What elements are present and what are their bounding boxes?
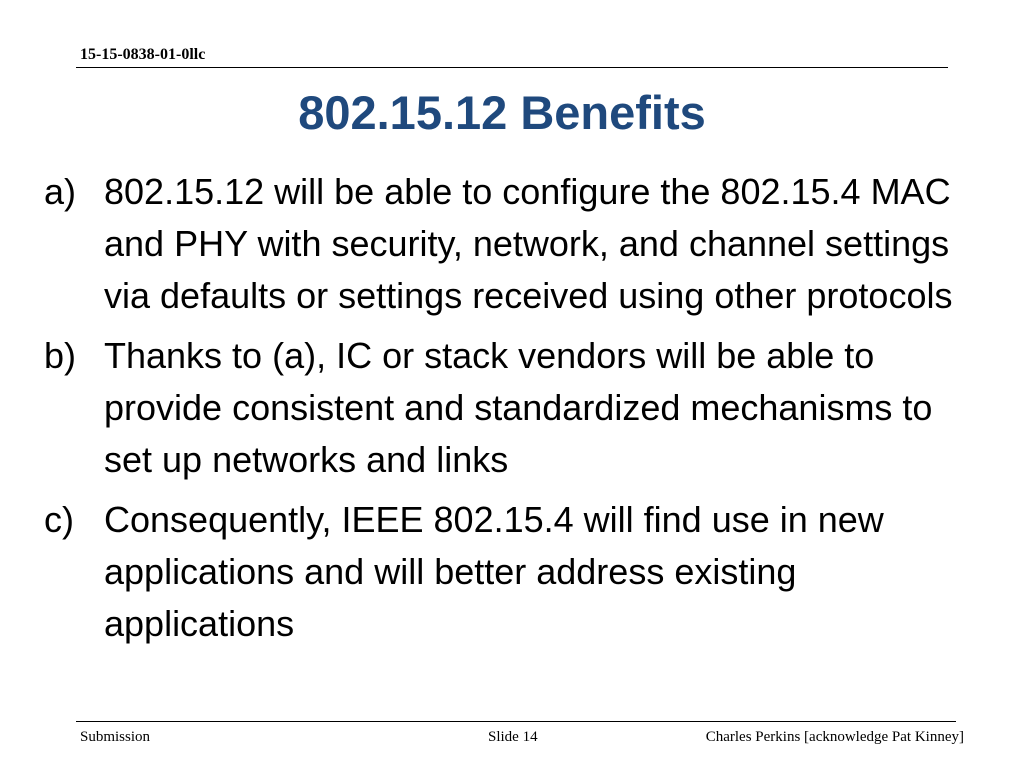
footer-divider [76,721,956,722]
footer-slide-number: Slide 14 [488,729,538,745]
bullet-text: 802.15.12 will be able to configure the 802.15.4 MAC and PHY with security, network, and channel settings via defaults or settings received using other protocols [104,171,953,316]
bullet-marker: b) [44,335,77,376]
slide-title: 802.15.12 Benefits [298,86,706,139]
bullet-item-b [44,330,974,486]
bullet-marker: a) [44,171,77,212]
bullet-text: Consequently, IEEE 802.15.4 will find use in new applications and will better address existing applications [104,499,884,644]
bullet-list [44,166,974,658]
footer-author: Charles Perkins [acknowledge Pat Kinney] [705,729,964,745]
footer-submission: Submission [80,729,151,745]
header-divider [76,67,948,68]
bullet-marker: c) [44,499,74,540]
bullet-item-a [44,166,974,322]
bullet-item-c [44,494,974,650]
bullet-text: Thanks to (a), IC or stack vendors will be able to provide consistent and standardized mechanisms to set up networks and links [104,335,933,480]
document-id: 15-15-0838-01-0llc [80,46,206,63]
